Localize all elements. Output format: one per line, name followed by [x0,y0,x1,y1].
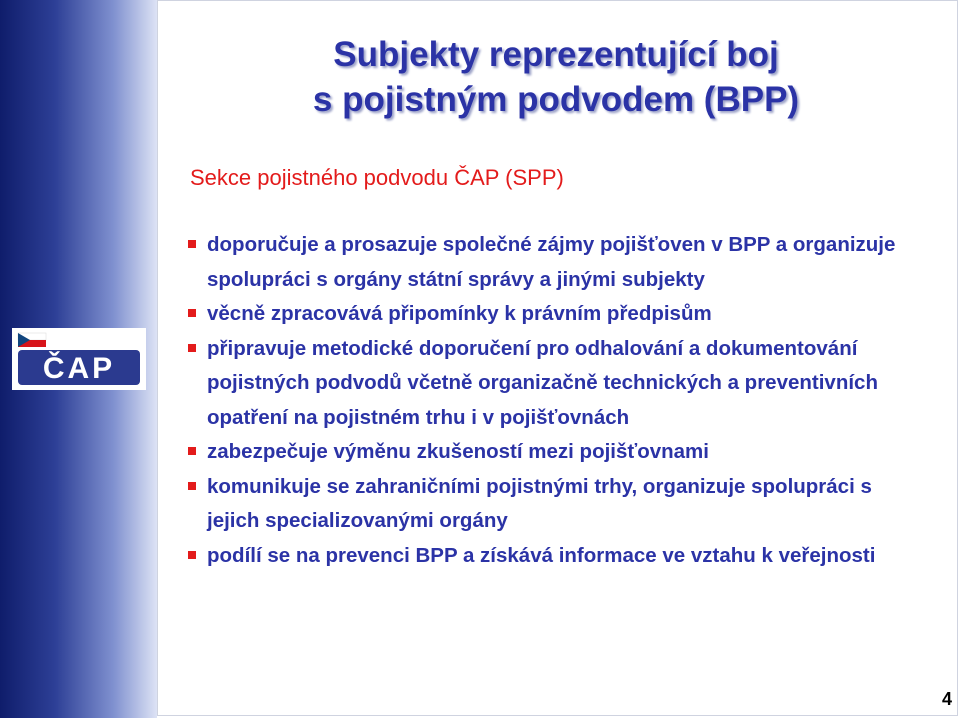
square-bullet-icon [188,482,196,490]
logo-letters: ČAP [42,352,116,385]
title-line-1: Subjekty reprezentující boj [333,35,779,74]
bullet-text: komunikuje se zahraničními pojistnými trhy, organizuje spolupráci s jejich specializovanými orgány [207,474,872,532]
square-bullet-icon [188,240,196,248]
bullet-text: zabezpečuje výměnu zkušeností mezi pojišťovnami [207,440,709,463]
bullet-item [187,297,927,332]
bullet-item [187,539,927,574]
slide-title [200,32,912,122]
square-bullet-icon [188,344,196,352]
cap-logo [12,328,146,390]
bullet-text: podílí se na prevenci BPP a získává informace ve vztahu k veřejnosti [207,543,876,567]
bullet-item [187,470,927,539]
bullet-text: připravuje metodické doporučení pro odhalování a dokumentování pojistných podvodů včetně organizačně technických a preventivních opatření na pojistném trhu i v pojišťovnách [207,336,878,429]
bullet-item [187,228,927,297]
sidebar-gradient [0,0,157,718]
bullet-list [187,228,927,573]
square-bullet-icon [188,309,196,317]
slide-subtitle: Sekce pojistného podvodu ČAP (SPP) [190,165,564,190]
bullet-item [187,435,927,470]
bullet-item [187,332,927,436]
bullet-text: doporučuje a prosazuje společné zájmy pojišťoven v BPP a organizuje spolupráci s orgány státní správy a jinými subjekty [207,233,896,291]
square-bullet-icon [188,551,196,559]
square-bullet-icon [188,447,196,455]
title-line-2: s pojistným podvodem (BPP) [312,80,800,119]
page-number: 4 [941,689,952,709]
bullet-text: věcně zpracovává připomínky k právním předpisům [207,302,712,325]
